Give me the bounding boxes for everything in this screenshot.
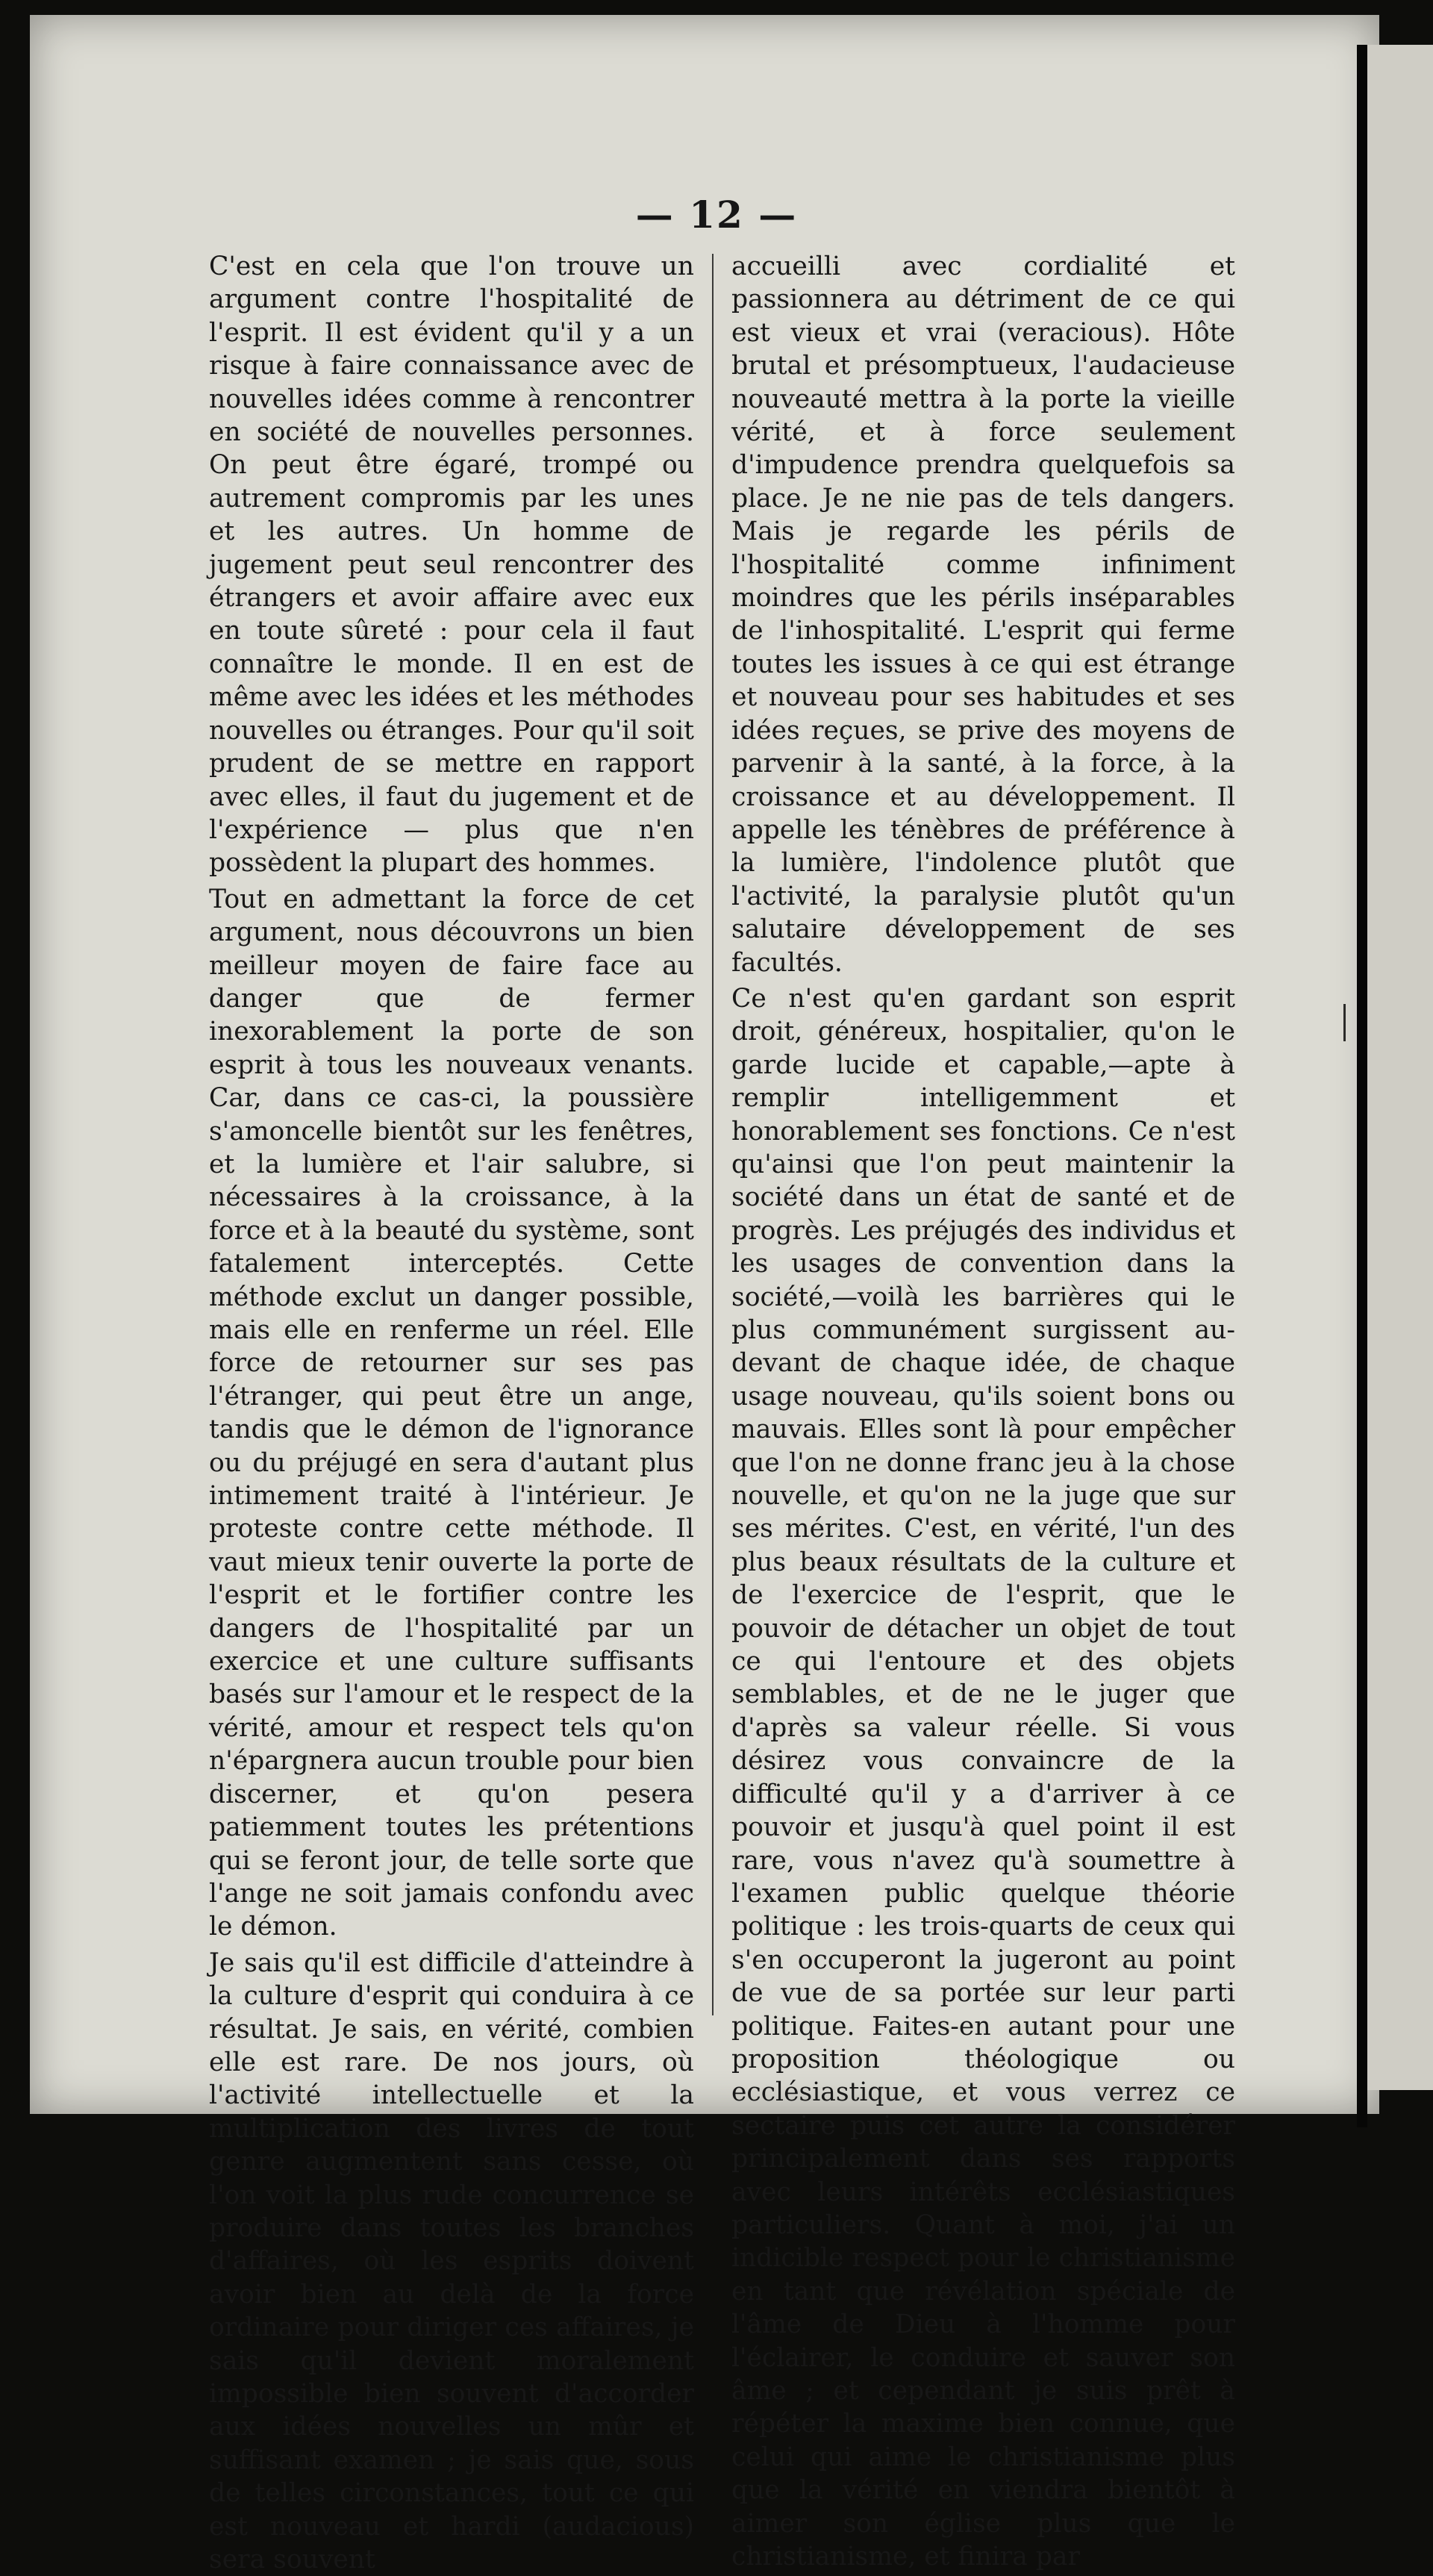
left-paragraph-3: Je sais qu'il est difficile d'atteindre à la culture d'esprit qui conduira à ce résultat. Je sais, en vérité, combien elle est rare. De nos jours, où l'activité intellectuelle et la multiplication des livres de tout genre augmentent sans cesse, où l'on voit la plus rude concurrence se produire dans toutes les branches d'affaires, où les esprits doivent avoir bien au delà de la force ordinaire pour diriger ces affaires, je sais qu'il devient moralement impossible bien souvent d'accorder aux idées nouvelles un mûr et suffisant examen ; je sais que, sous de telles circonstances, tout ce qui est nouveau et hardi (audacious) sera souvent (209, 1947, 694, 2575)
left-column (209, 250, 694, 2575)
page-number: — 12 — (635, 193, 798, 237)
right-column (731, 250, 1235, 2572)
left-paragraph-1: C'est en cela que l'on trouve un argument contre l'hospitalité de l'esprit. Il est évident qu'il y a un risque à faire connaissance avec de nouvelles idées comme à rencontrer en société de nouvelles personnes. On peut être égaré, trompé ou autrement compromis par les unes et les autres. Un homme de jugement peut seul rencontrer des étrangers et avoir affaire avec eux en toute sûreté : pour cela il faut connaître le monde. Il en est de même avec les idées et les méthodes nouvelles ou étranges. Pour qu'il soit prudent de se mettre en rapport avec elles, il faut du jugement et de l'expérience — plus que n'en possèdent la plupart des hommes. (209, 252, 694, 879)
column-divider (712, 254, 714, 2015)
adjacent-page-edge (1367, 45, 1433, 2090)
margin-mark (1343, 1004, 1346, 1041)
binding-gutter (1357, 45, 1367, 2127)
left-paragraph-2: Tout en admettant la force de cet argument, nous découvrons un bien meilleur moyen de faire face au danger que de fermer inexorablement la porte de son esprit à tous les nouveaux venants. Car, dans ce cas-ci, la poussière s'amoncelle bientôt sur les fenêtres, et la lumière et l'air salubre, si nécessaires à la croissance, à la force et à la beauté du système, sont fatalement interceptés. Cette méthode exclut un danger possible, mais elle en renferme un réel. Elle force de retourner sur ses pas l'étranger, qui peut être un ange, tandis que le démon de l'ignorance ou du préjugé en sera d'autant plus intimement traité à l'intérieur. Je proteste contre cette méthode. Il vaut mieux tenir ouverte la porte de l'esprit et le fortifier contre les dangers de l'hospitalité par un exercice et une culture suffisants basés sur l'amour et le respect de la vérité, amour et respect tels qu'on n'épargnera aucun trouble pour bien discerner, et qu'on pesera patiemment toutes les prétentions qui se feront jour, de telle sorte que l'ange ne soit jamais confondu avec le démon. (209, 884, 694, 1942)
right-paragraph-2: Ce n'est qu'en gardant son esprit droit, généreux, hospitalier, qu'on le garde lucide et capable,—apte à remplir intelligemment et honorablement ses fonctions. Ce n'est qu'ainsi que l'on peut maintenir la société dans un état de santé et de progrès. Les préjugés des individus et les usages de convention dans la société,—voilà les barrières qui le plus communément surgissent au-devant de chaque idée, de chaque usage nouveau, qu'ils soient bons ou mauvais. Elles sont là pour empêcher que l'on ne donne franc jeu à la chose nouvelle, et qu'on ne la juge que sur ses mérites. C'est, en vérité, l'un des plus beaux résultats de la culture et de l'exercice de l'esprit, que le pouvoir de détacher un objet de tout ce qui l'entoure et des objets semblables, et de ne le juger que d'après sa valeur réelle. Si vous désirez vous convaincre de la difficulté qu'il y a d'arriver à ce pouvoir et jusqu'à quel point il est rare, vous n'avez qu'à soumettre à l'examen public quelque théorie politique : les trois-quarts de ceux qui s'en occuperont la jugeront au point de vue de sa portée sur leur parti politique. Faites-en autant pour une proposition théologique ou ecclésiastique, et vous verrez ce sectaire puis cet autre la considérer principalement dans ses rapports avec leurs intérêts ecclésiastiques particuliers. Quant à moi, j'ai un indicible respect pour le christianisme en tant que révélation spéciale de l'âme de Dieu à l'homme pour l'éclairer, le conduire et sauver son âme ; et cependant je suis prêt à répéter la maxime bien connue, que celui qui aime le christianisme plus que la vérité en viendra bientôt à aimer son église plus que le christianisme, et finira par (731, 983, 1235, 2572)
right-paragraph-1: accueilli avec cordialité et passionnera au détriment de ce qui est vieux et vrai (veracious). Hôte brutal et présomptueux, l'audacieuse nouveauté mettra à la porte la vieille vérité, et à force seulement d'impudence prendra quelquefois sa place. Je ne nie pas de tels dangers. Mais je regarde les périls de l'hospitalité comme infiniment moindres que les périls inséparables de l'inhospitalité. L'esprit qui ferme toutes les issues à ce qui est étrange et nouveau pour ses habitudes et ses idées reçues, se prive des moyens de parvenir à la santé, à la force, à la croissance et au développement. Il appelle les ténèbres de préférence à la lumière, l'indolence plutôt que l'activité, la paralysie plutôt qu'un salutaire développement de ses facultés. (731, 252, 1235, 978)
